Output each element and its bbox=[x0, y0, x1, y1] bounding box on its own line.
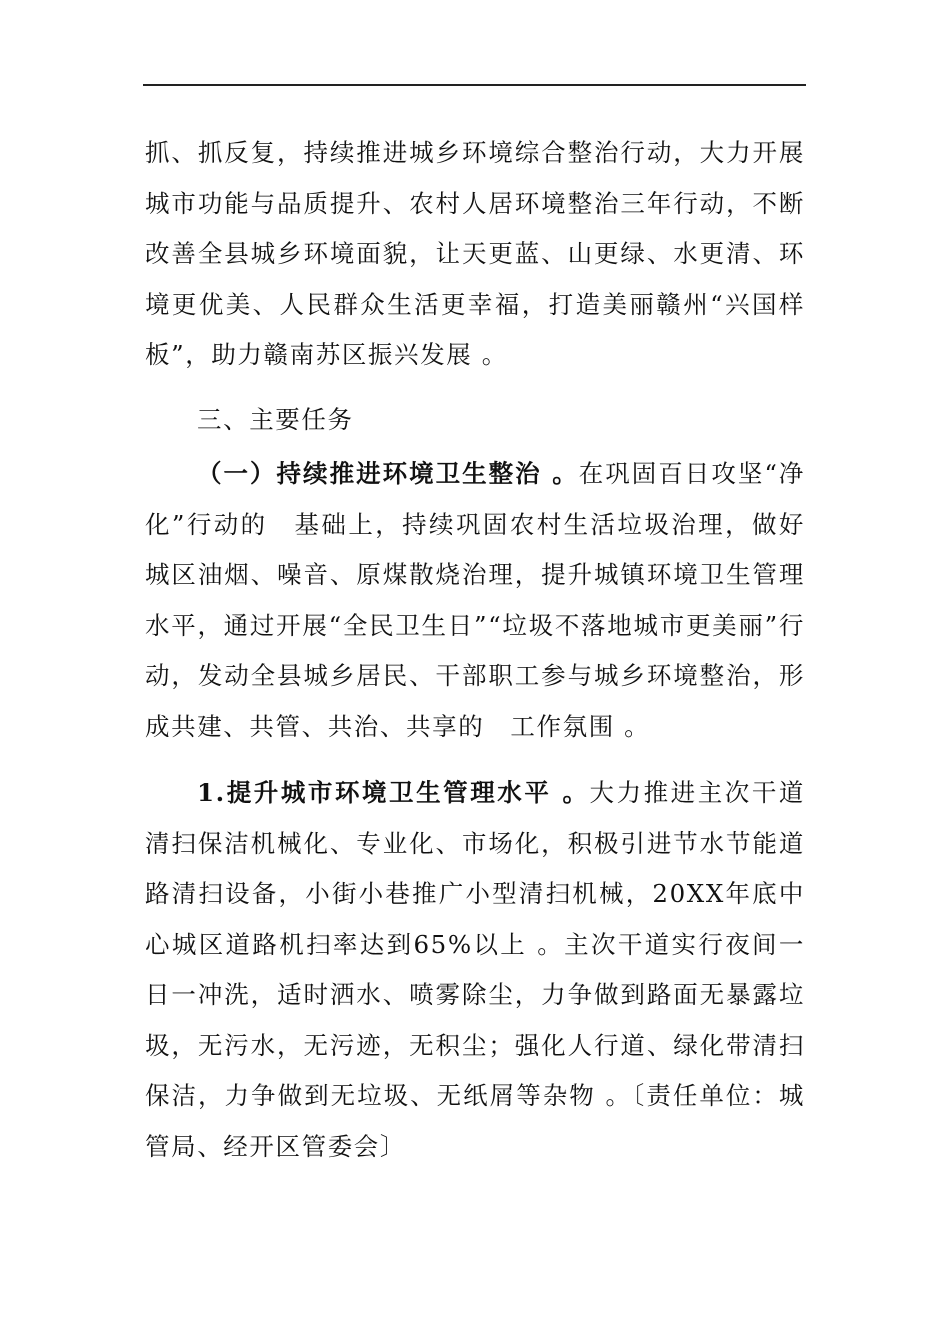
header-rule bbox=[143, 84, 806, 86]
subsection-paragraph bbox=[145, 449, 805, 752]
item-body: 大力推进主次干道清扫保洁机械化、专业化、市场化，积极引进节水节能道路清扫设备，小街小巷推广小型清扫机械，20XX年底中心城区道路机扫率达到65%以上 。主次干道实行夜间一日一冲洗，适时洒水、喷雾除尘，力争做到路面无暴露垃圾，无污水，无污迹，无积尘；强化人行道、绿化带清扫保洁，力争做到无垃圾、无纸屑等杂物 。〔责任单位：城管局、经开区管委会〕 bbox=[145, 778, 805, 1161]
item-paragraph bbox=[145, 768, 805, 1172]
subsection-body: 在巩固百日攻坚“净化”行动的 基础上，持续巩固农村生活垃圾治理，做好城区油烟、噪音、原煤散烧治理，提升城镇环境卫生管理水平，通过开展“全民卫生日”“垃圾不落地城市更美丽”行动，发动全县城乡居民、干部职工参与城乡环境整治，形成共建、共管、共治、共享的 工作氛围 。 bbox=[145, 459, 805, 741]
intro-paragraph: 抓、抓反复，持续推进城乡环境综合整治行动，大力开展城市功能与品质提升、农村人居环境整治三年行动，不断改善全县城乡环境面貌，让天更蓝、山更绿、水更清、环境更优美、人民群众生活更幸福，打造美丽赣州“兴国样板”，助力赣南苏区振兴发展 。 bbox=[145, 138, 805, 369]
item-title: 1.提升城市环境卫生管理水平 。 bbox=[197, 778, 590, 807]
document-body bbox=[145, 128, 805, 1172]
subsection-title: （一）持续推进环境卫生整治 。 bbox=[197, 459, 579, 488]
section-heading: 三、主要任务 bbox=[197, 404, 354, 434]
